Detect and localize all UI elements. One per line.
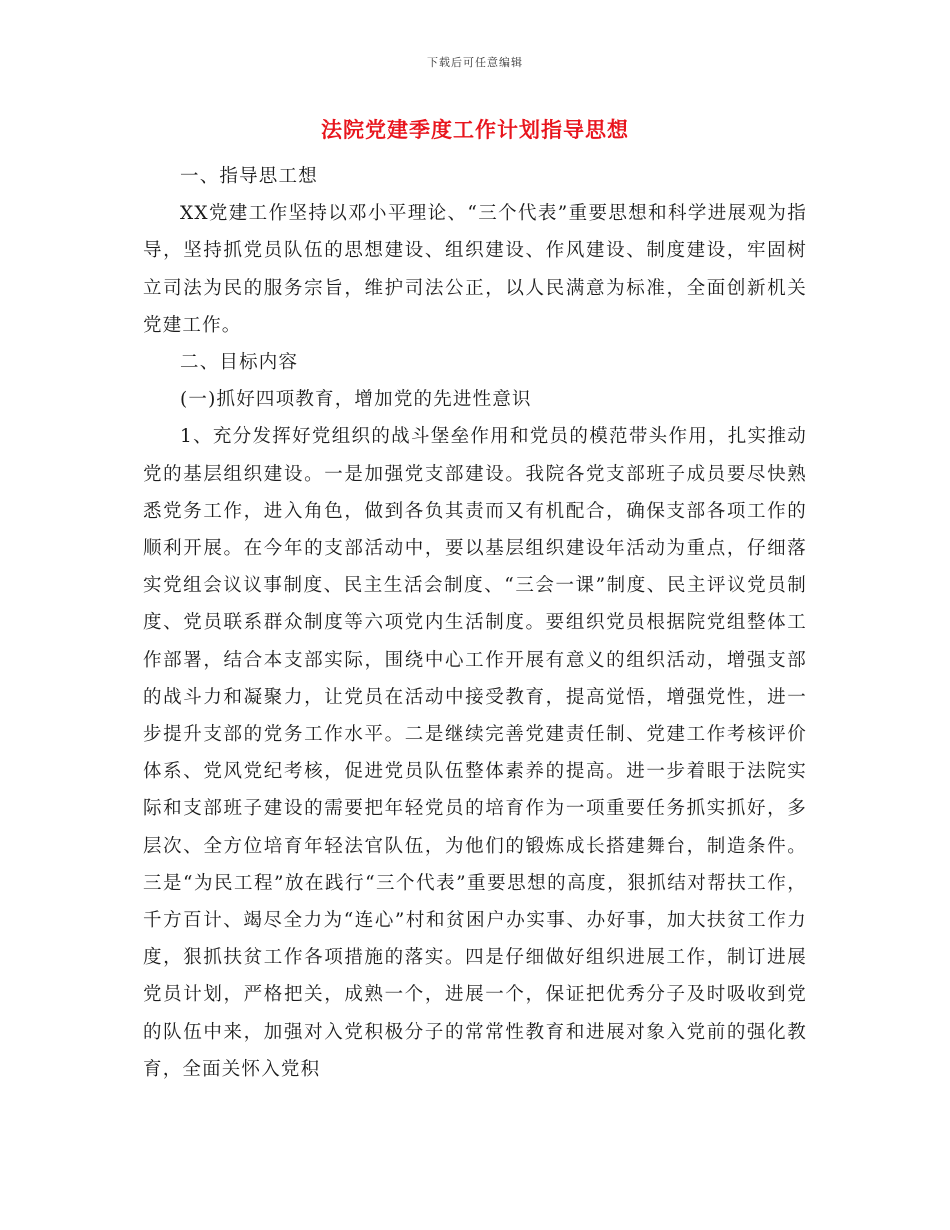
paragraph-item-1: 1、充分发挥好党组织的战斗堡垒作用和党员的模范带头作用，扎实推动党的基层组织建设。一是加强党支部建设。我院各党支部班子成员要尽快熟悉党务工作，进入角色，做到各负其责而又有机配合，确保支部各项工作的顺利开展。在今年的支部活动中，要以基层组织建设年活动为重点，仔细落实党组会议议事制度、民主生活会制度、“三会一课”制度、民主评议党员制度、党员联系群众制度等六项党内生活制度。要组织党员根据院党组整体工作部署，结合本支部实际，围绕中心工作开展有意义的组织活动，增强支部的战斗力和凝聚力，让党员在活动中接受教育，提高觉悟，增强党性，进一步提升支部的党务工作水平。二是继续完善党建责任制、党建工作考核评价体系、党风党纪考核，促进党员队伍整体素养的提高。进一步着眼于法院实际和支部班子建设的需要把年轻党员的培育作为一项重要任务抓实抓好，多层次、全方位培育年轻法官队伍，为他们的锻炼成长搭建舞台，制造条件。三是“为民工程”放在践行“三个代表”重要思想的高度，狠抓结对帮扶工作，千方百计、竭尽全力为“连心”村和贫困户办实事、办好事，加大扶贫工作力度，狠抓扶贫工作各项措施的落实。四是仔细做好组织进展工作，制订进展党员计划，严格把关，成熟一个，进展一个，保证把优秀分子及时吸收到党的队伍中来，加强对入党积极分子的常常性教育和进展对象入党前的强化教育，全面关怀入党积 (143, 426, 807, 1080)
section-heading-guiding-thought: 一、指导思工想 (180, 166, 318, 187)
subsection-heading-four-education: (一)抓好四项教育，增加党的先进性意识 (180, 389, 532, 411)
document-title: 法院党建季度工作计划指导思想 (321, 117, 629, 142)
section-heading-goals: 二、目标内容 (180, 352, 299, 374)
header-note: 下载后可任意编辑 (427, 56, 523, 69)
document-body (143, 158, 807, 1088)
paragraph-guiding-thought: XX党建工作坚持以邓小平理论、“三个代表”重要思想和科学进展观为指导，坚持抓党员队伍的思想建设、组织建设、作风建设、制度建设，牢固树立司法为民的服务宗旨，维护司法公正，以人民满意为标准，全面创新机关党建工作。 (143, 203, 807, 336)
